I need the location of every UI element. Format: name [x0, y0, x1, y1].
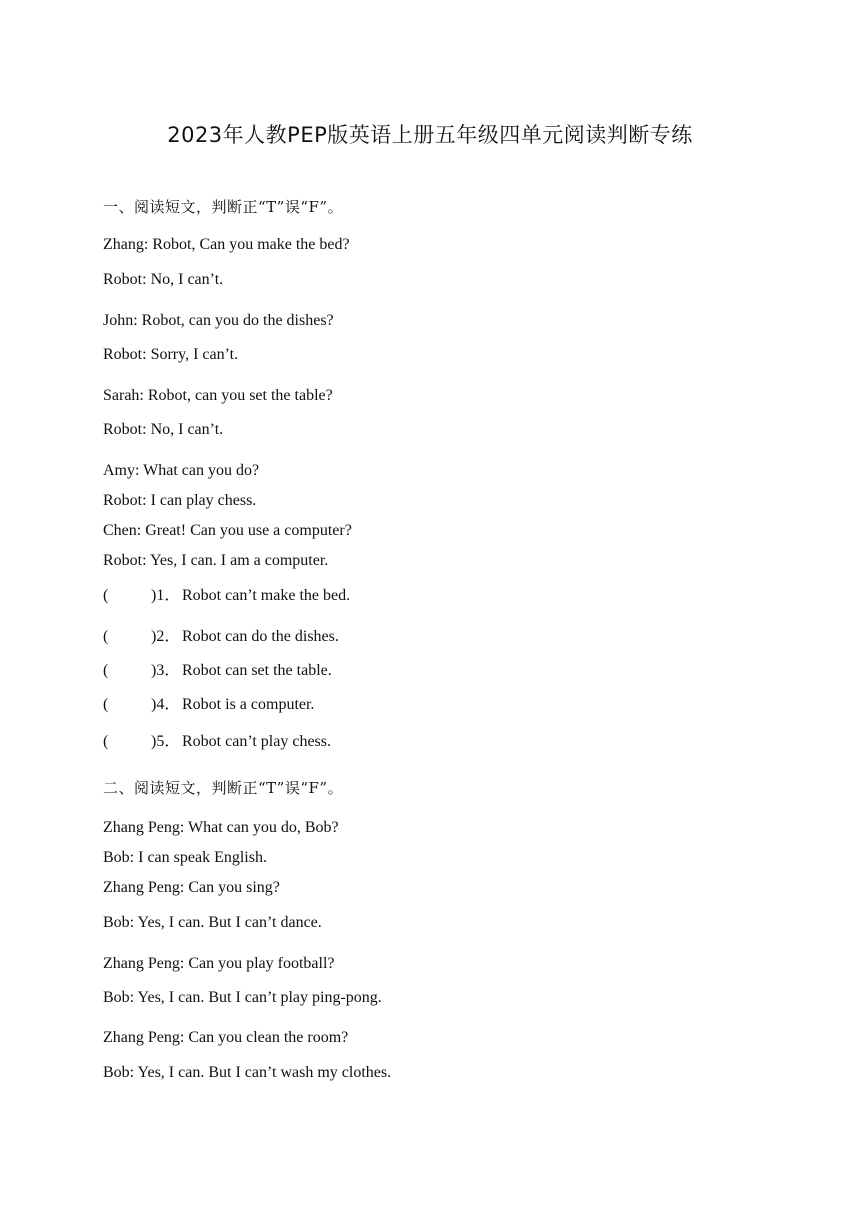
section-2-heading: 二、阅读短文，判断正“T”误“F”。: [103, 779, 344, 797]
dialogue-line: Zhang Peng: Can you play football?: [103, 955, 335, 972]
page-title: 2023年人教PEP版英语上册五年级四单元阅读判断专练: [167, 123, 693, 147]
question-item: [103, 627, 339, 647]
question-number: )2．: [151, 628, 181, 645]
dialogue-line: Robot: No, I can’t.: [103, 271, 224, 288]
question-number: )4．: [151, 696, 181, 713]
dialogue-line: Zhang: Robot, Can you make the bed?: [103, 236, 350, 253]
question-item: [103, 732, 331, 752]
dialogue-line: Chen: Great! Can you use a computer?: [103, 522, 352, 539]
question-number: )3．: [151, 662, 181, 679]
answer-blank-open: (: [103, 696, 109, 713]
dialogue-line: Robot: Yes, I can. I am a computer.: [103, 552, 329, 569]
dialogue-line: Zhang Peng: Can you sing?: [103, 879, 280, 896]
question-text: Robot can set the table.: [182, 662, 332, 679]
dialogue-line: Robot: Sorry, I can’t.: [103, 346, 239, 363]
question-item: [103, 661, 332, 681]
dialogue-line: Robot: No, I can’t.: [103, 421, 224, 438]
dialogue-line: Bob: I can speak English.: [103, 849, 267, 866]
answer-blank-open: (: [103, 587, 109, 604]
question-text: Robot can do the dishes.: [182, 628, 339, 645]
question-text: Robot can’t play chess.: [182, 733, 332, 750]
dialogue-line: Zhang Peng: Can you clean the room?: [103, 1029, 349, 1046]
question-text: Robot is a computer.: [182, 696, 315, 713]
question-item: [103, 586, 350, 606]
dialogue-line: Robot: I can play chess.: [103, 492, 257, 509]
dialogue-line: John: Robot, can you do the dishes?: [103, 312, 334, 329]
question-number: )5．: [151, 733, 181, 750]
dialogue-line: Bob: Yes, I can. But I can’t wash my clothes.: [103, 1064, 392, 1081]
question-text: Robot can’t make the bed.: [182, 587, 351, 604]
section-1-heading: 一、阅读短文，判断正“T”误“F”。: [103, 198, 344, 216]
dialogue-line: Sarah: Robot, can you set the table?: [103, 387, 333, 404]
dialogue-line: Amy: What can you do?: [103, 462, 260, 479]
answer-blank-open: (: [103, 662, 109, 679]
dialogue-line: Bob: Yes, I can. But I can’t dance.: [103, 914, 322, 931]
answer-blank-open: (: [103, 733, 109, 750]
answer-blank-open: (: [103, 628, 109, 645]
question-number: )1．: [151, 587, 181, 604]
question-item: [103, 695, 314, 715]
dialogue-line: Zhang Peng: What can you do, Bob?: [103, 819, 339, 836]
dialogue-line: Bob: Yes, I can. But I can’t play ping-pong.: [103, 989, 382, 1006]
